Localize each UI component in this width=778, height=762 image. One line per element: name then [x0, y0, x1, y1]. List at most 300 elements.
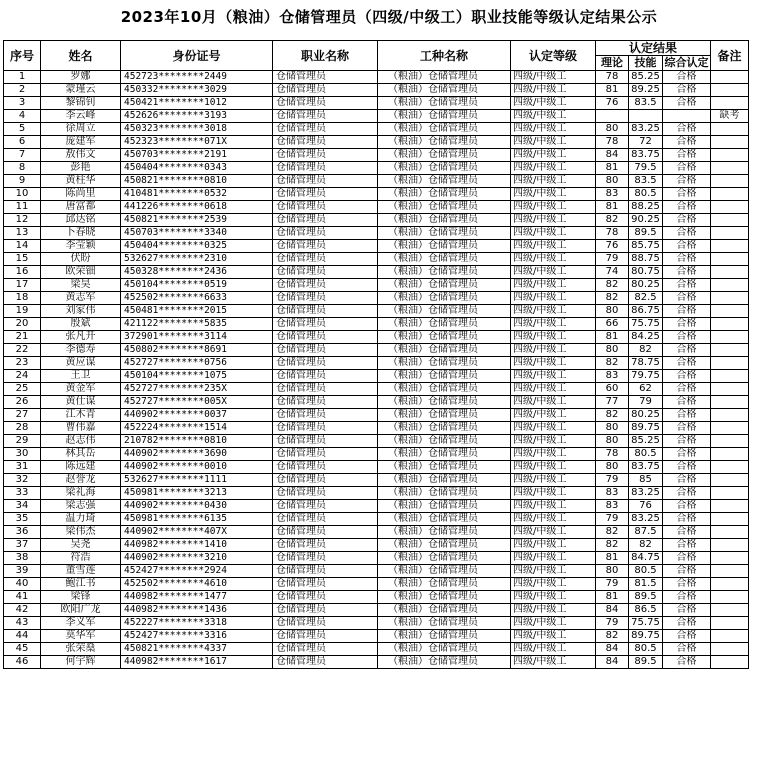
cell-id: 450981********6135 — [121, 513, 273, 526]
cell-remark — [711, 409, 749, 422]
cell-theory: 82 — [596, 292, 629, 305]
cell-skill: 83.75 — [629, 149, 663, 162]
cell-remark — [711, 461, 749, 474]
cell-name: 江木青 — [41, 409, 121, 422]
cell-skill: 88.75 — [629, 253, 663, 266]
cell-name: 梁志强 — [41, 500, 121, 513]
table-row — [4, 357, 749, 370]
table-row — [4, 643, 749, 656]
cell-name: 欧荣钿 — [41, 266, 121, 279]
cell-job: （粮油）仓储管理员 — [378, 409, 511, 422]
table-row — [4, 591, 749, 604]
cell-level: 四级/中级工 — [511, 422, 596, 435]
cell-name: 唐富都 — [41, 201, 121, 214]
cell-skill: 83.25 — [629, 123, 663, 136]
cell-name: 林其岳 — [41, 448, 121, 461]
cell-skill: 79.5 — [629, 162, 663, 175]
cell-theory: 81 — [596, 331, 629, 344]
cell-job: （粮油）仓储管理员 — [378, 643, 511, 656]
cell-name: 陈远建 — [41, 461, 121, 474]
header-overall: 综合认定 — [664, 56, 709, 69]
cell-id: 452626********3193 — [121, 110, 273, 123]
cell-id: 532627********2310 — [121, 253, 273, 266]
cell-id: 450421********1012 — [121, 97, 273, 110]
cell-level: 四级/中级工 — [511, 97, 596, 110]
cell-name: 黄志军 — [41, 292, 121, 305]
cell-skill: 82 — [629, 539, 663, 552]
cell-seq: 45 — [4, 643, 41, 656]
cell-remark — [711, 396, 749, 409]
cell-theory: 77 — [596, 396, 629, 409]
cell-seq: 32 — [4, 474, 41, 487]
cell-job: （粮油）仓储管理员 — [378, 344, 511, 357]
cell-id: 440982********1410 — [121, 539, 273, 552]
table-row — [4, 474, 749, 487]
cell-seq: 8 — [4, 162, 41, 175]
cell-overall: 合格 — [663, 591, 711, 604]
cell-name: 李云峰 — [41, 110, 121, 123]
cell-level: 四级/中级工 — [511, 123, 596, 136]
table-row — [4, 162, 749, 175]
table-row — [4, 448, 749, 461]
cell-seq: 5 — [4, 123, 41, 136]
cell-theory: 78 — [596, 136, 629, 149]
cell-seq: 44 — [4, 630, 41, 643]
cell-overall: 合格 — [663, 149, 711, 162]
cell-id: 450703********3340 — [121, 227, 273, 240]
cell-occupation: 仓储管理员 — [273, 422, 378, 435]
cell-skill: 89.5 — [629, 656, 663, 669]
cell-level: 四级/中级工 — [511, 396, 596, 409]
cell-skill: 76 — [629, 500, 663, 513]
cell-occupation: 仓储管理员 — [273, 175, 378, 188]
cell-job: （粮油）仓储管理员 — [378, 136, 511, 149]
cell-occupation: 仓储管理员 — [273, 461, 378, 474]
cell-job: （粮油）仓储管理员 — [378, 552, 511, 565]
page-title: 2023年10月（粮油）仓储管理员（四级/中级工）职业技能等级认定结果公示 — [120, 8, 658, 26]
cell-skill: 83.75 — [629, 461, 663, 474]
cell-job: （粮油）仓储管理员 — [378, 383, 511, 396]
cell-theory: 79 — [596, 474, 629, 487]
header-seq: 序号 — [4, 41, 41, 71]
cell-seq: 14 — [4, 240, 41, 253]
table-row — [4, 149, 749, 162]
cell-occupation: 仓储管理员 — [273, 162, 378, 175]
cell-id: 452427********2924 — [121, 565, 273, 578]
cell-job: （粮油）仓储管理员 — [378, 292, 511, 305]
cell-job: （粮油）仓储管理员 — [378, 214, 511, 227]
table-row — [4, 630, 749, 643]
table-row — [4, 305, 749, 318]
cell-remark — [711, 539, 749, 552]
cell-level: 四级/中级工 — [511, 474, 596, 487]
cell-job: （粮油）仓储管理员 — [378, 513, 511, 526]
cell-name: 黄柱华 — [41, 175, 121, 188]
cell-theory: 82 — [596, 357, 629, 370]
cell-theory: 79 — [596, 578, 629, 591]
cell-seq: 30 — [4, 448, 41, 461]
cell-occupation: 仓储管理员 — [273, 578, 378, 591]
cell-name: 伏盼 — [41, 253, 121, 266]
cell-remark — [711, 279, 749, 292]
cell-seq: 20 — [4, 318, 41, 331]
cell-overall: 合格 — [663, 552, 711, 565]
cell-overall: 合格 — [663, 227, 711, 240]
cell-id: 452224********1514 — [121, 422, 273, 435]
cell-seq: 27 — [4, 409, 41, 422]
table-row — [4, 539, 749, 552]
cell-occupation: 仓储管理员 — [273, 110, 378, 123]
table-row — [4, 656, 749, 669]
cell-theory: 80 — [596, 123, 629, 136]
cell-job: （粮油）仓储管理员 — [378, 617, 511, 630]
table-row — [4, 578, 749, 591]
cell-skill: 86.5 — [629, 604, 663, 617]
cell-overall: 合格 — [663, 396, 711, 409]
cell-name: 罗娜 — [41, 71, 121, 84]
table-row — [4, 370, 749, 383]
cell-theory: 82 — [596, 214, 629, 227]
cell-skill: 80.5 — [629, 188, 663, 201]
cell-seq: 25 — [4, 383, 41, 396]
cell-name: 邱达铭 — [41, 214, 121, 227]
cell-occupation: 仓储管理员 — [273, 513, 378, 526]
cell-id: 440902********0037 — [121, 409, 273, 422]
table-row — [4, 513, 749, 526]
cell-id: 372901********3114 — [121, 331, 273, 344]
table-row — [4, 461, 749, 474]
cell-seq: 33 — [4, 487, 41, 500]
cell-seq: 24 — [4, 370, 41, 383]
cell-overall: 合格 — [663, 526, 711, 539]
cell-overall: 合格 — [663, 383, 711, 396]
cell-occupation: 仓储管理员 — [273, 123, 378, 136]
cell-theory: 82 — [596, 279, 629, 292]
cell-job: （粮油）仓储管理员 — [378, 357, 511, 370]
cell-overall: 合格 — [663, 370, 711, 383]
cell-level: 四级/中级工 — [511, 630, 596, 643]
cell-occupation: 仓储管理员 — [273, 214, 378, 227]
cell-id: 450481********2015 — [121, 305, 273, 318]
cell-seq: 40 — [4, 578, 41, 591]
cell-overall: 合格 — [663, 292, 711, 305]
table-row — [4, 552, 749, 565]
cell-id: 452427********3316 — [121, 630, 273, 643]
cell-seq: 22 — [4, 344, 41, 357]
cell-level: 四级/中级工 — [511, 344, 596, 357]
cell-skill: 79.75 — [629, 370, 663, 383]
cell-id: 452727********0756 — [121, 357, 273, 370]
cell-job: （粮油）仓储管理员 — [378, 266, 511, 279]
cell-job: （粮油）仓储管理员 — [378, 370, 511, 383]
cell-seq: 38 — [4, 552, 41, 565]
table-row — [4, 344, 749, 357]
cell-job: （粮油）仓储管理员 — [378, 656, 511, 669]
cell-overall: 合格 — [663, 253, 711, 266]
header-theory: 理论 — [596, 56, 629, 71]
cell-job: （粮油）仓储管理员 — [378, 84, 511, 97]
cell-overall: 合格 — [663, 162, 711, 175]
cell-level: 四级/中级工 — [511, 643, 596, 656]
cell-remark — [711, 552, 749, 565]
cell-remark — [711, 175, 749, 188]
cell-occupation: 仓储管理员 — [273, 331, 378, 344]
cell-seq: 21 — [4, 331, 41, 344]
cell-theory: 76 — [596, 97, 629, 110]
cell-level: 四级/中级工 — [511, 487, 596, 500]
cell-level: 四级/中级工 — [511, 565, 596, 578]
cell-skill: 75.75 — [629, 318, 663, 331]
cell-seq: 29 — [4, 435, 41, 448]
cell-name: 温力琦 — [41, 513, 121, 526]
cell-remark — [711, 487, 749, 500]
cell-overall: 合格 — [663, 357, 711, 370]
cell-id: 450104********1075 — [121, 370, 273, 383]
cell-occupation: 仓储管理员 — [273, 448, 378, 461]
cell-seq: 4 — [4, 110, 41, 123]
cell-occupation: 仓储管理员 — [273, 357, 378, 370]
cell-overall: 合格 — [663, 266, 711, 279]
cell-id: 450104********0519 — [121, 279, 273, 292]
cell-job: （粮油）仓储管理员 — [378, 396, 511, 409]
table-row — [4, 331, 749, 344]
cell-job: （粮油）仓储管理员 — [378, 487, 511, 500]
table-row — [4, 214, 749, 227]
cell-seq: 31 — [4, 461, 41, 474]
cell-level: 四级/中级工 — [511, 578, 596, 591]
cell-level: 四级/中级工 — [511, 383, 596, 396]
table-row — [4, 266, 749, 279]
cell-skill: 80.5 — [629, 565, 663, 578]
cell-skill: 80.5 — [629, 448, 663, 461]
cell-skill: 85.75 — [629, 240, 663, 253]
cell-job: （粮油）仓储管理员 — [378, 188, 511, 201]
cell-id: 440982********1617 — [121, 656, 273, 669]
cell-overall: 合格 — [663, 578, 711, 591]
cell-name: 陈尚里 — [41, 188, 121, 201]
cell-remark — [711, 214, 749, 227]
cell-id: 450323********3018 — [121, 123, 273, 136]
table-row — [4, 617, 749, 630]
cell-level: 四级/中级工 — [511, 331, 596, 344]
cell-name: 黎锦钊 — [41, 97, 121, 110]
cell-seq: 6 — [4, 136, 41, 149]
cell-level: 四级/中级工 — [511, 357, 596, 370]
cell-theory: 80 — [596, 344, 629, 357]
cell-remark — [711, 240, 749, 253]
cell-level: 四级/中级工 — [511, 136, 596, 149]
cell-skill: 84.75 — [629, 552, 663, 565]
cell-theory: 79 — [596, 253, 629, 266]
cell-name: 吴尧 — [41, 539, 121, 552]
cell-id: 421122********5835 — [121, 318, 273, 331]
cell-job: （粮油）仓储管理员 — [378, 461, 511, 474]
cell-remark — [711, 435, 749, 448]
cell-overall: 合格 — [663, 318, 711, 331]
cell-occupation: 仓储管理员 — [273, 435, 378, 448]
cell-overall: 合格 — [663, 461, 711, 474]
cell-id: 441226********0618 — [121, 201, 273, 214]
table-row — [4, 175, 749, 188]
cell-theory: 80 — [596, 461, 629, 474]
cell-seq: 16 — [4, 266, 41, 279]
cell-remark — [711, 513, 749, 526]
cell-skill: 83.25 — [629, 487, 663, 500]
cell-name: 梁礼海 — [41, 487, 121, 500]
cell-skill: 82.5 — [629, 292, 663, 305]
cell-remark — [711, 656, 749, 669]
cell-name: 黄仕谋 — [41, 396, 121, 409]
cell-skill: 83.5 — [629, 97, 663, 110]
cell-overall: 合格 — [663, 305, 711, 318]
cell-id: 450981********3213 — [121, 487, 273, 500]
cell-theory: 80 — [596, 422, 629, 435]
cell-name: 刘家伟 — [41, 305, 121, 318]
cell-remark — [711, 188, 749, 201]
cell-remark — [711, 227, 749, 240]
header-occupation: 职业名称 — [273, 41, 378, 71]
cell-id: 440982********1477 — [121, 591, 273, 604]
cell-overall: 合格 — [663, 422, 711, 435]
cell-seq: 28 — [4, 422, 41, 435]
cell-occupation: 仓储管理员 — [273, 253, 378, 266]
cell-seq: 9 — [4, 175, 41, 188]
cell-skill: 79 — [629, 396, 663, 409]
cell-job: （粮油）仓储管理员 — [378, 227, 511, 240]
cell-occupation: 仓储管理员 — [273, 305, 378, 318]
cell-seq: 23 — [4, 357, 41, 370]
cell-seq: 3 — [4, 97, 41, 110]
cell-id: 410481********0532 — [121, 188, 273, 201]
cell-skill: 89.5 — [629, 227, 663, 240]
cell-seq: 13 — [4, 227, 41, 240]
cell-job: （粮油）仓储管理员 — [378, 305, 511, 318]
cell-id: 450821********4337 — [121, 643, 273, 656]
cell-overall: 合格 — [663, 279, 711, 292]
cell-remark — [711, 630, 749, 643]
cell-remark — [711, 357, 749, 370]
cell-name: 梁锋 — [41, 591, 121, 604]
cell-overall: 合格 — [663, 617, 711, 630]
cell-level: 四级/中级工 — [511, 435, 596, 448]
cell-level: 四级/中级工 — [511, 201, 596, 214]
cell-occupation: 仓储管理员 — [273, 539, 378, 552]
cell-level: 四级/中级工 — [511, 188, 596, 201]
cell-theory: 82 — [596, 630, 629, 643]
cell-seq: 39 — [4, 565, 41, 578]
cell-remark — [711, 383, 749, 396]
header-id: 身份证号 — [121, 41, 273, 71]
cell-level: 四级/中级工 — [511, 84, 596, 97]
table-row — [4, 604, 749, 617]
cell-seq: 34 — [4, 500, 41, 513]
cell-theory — [596, 110, 629, 123]
cell-occupation: 仓储管理员 — [273, 344, 378, 357]
cell-theory: 84 — [596, 149, 629, 162]
cell-id: 452502********4610 — [121, 578, 273, 591]
cell-name: 黄应谋 — [41, 357, 121, 370]
cell-remark — [711, 71, 749, 84]
cell-skill: 90.25 — [629, 214, 663, 227]
cell-name: 符浩 — [41, 552, 121, 565]
cell-theory: 60 — [596, 383, 629, 396]
cell-occupation: 仓储管理员 — [273, 188, 378, 201]
cell-seq: 36 — [4, 526, 41, 539]
cell-overall: 合格 — [663, 188, 711, 201]
cell-skill: 80.75 — [629, 266, 663, 279]
table-row — [4, 123, 749, 136]
results-table — [3, 40, 749, 669]
cell-name: 卜春晓 — [41, 227, 121, 240]
cell-level: 四级/中级工 — [511, 617, 596, 630]
cell-occupation: 仓储管理员 — [273, 84, 378, 97]
cell-job: （粮油）仓储管理员 — [378, 539, 511, 552]
cell-seq: 10 — [4, 188, 41, 201]
table-row — [4, 565, 749, 578]
cell-skill: 83.5 — [629, 175, 663, 188]
cell-overall: 合格 — [663, 656, 711, 669]
cell-remark — [711, 643, 749, 656]
cell-seq: 37 — [4, 539, 41, 552]
cell-level: 四级/中级工 — [511, 227, 596, 240]
table-row — [4, 279, 749, 292]
cell-name: 赵誉龙 — [41, 474, 121, 487]
cell-theory: 74 — [596, 266, 629, 279]
cell-skill: 81.5 — [629, 578, 663, 591]
header-remark: 备注 — [711, 41, 749, 71]
cell-seq: 35 — [4, 513, 41, 526]
cell-theory: 81 — [596, 201, 629, 214]
cell-occupation: 仓储管理员 — [273, 604, 378, 617]
cell-job: （粮油）仓储管理员 — [378, 149, 511, 162]
cell-theory: 84 — [596, 604, 629, 617]
cell-skill: 72 — [629, 136, 663, 149]
cell-occupation: 仓储管理员 — [273, 227, 378, 240]
cell-job: （粮油）仓储管理员 — [378, 97, 511, 110]
cell-level: 四级/中级工 — [511, 448, 596, 461]
cell-remark — [711, 474, 749, 487]
cell-seq: 2 — [4, 84, 41, 97]
table-body — [4, 71, 749, 669]
table-row — [4, 188, 749, 201]
cell-job: （粮油）仓储管理员 — [378, 435, 511, 448]
cell-remark — [711, 370, 749, 383]
cell-occupation: 仓储管理员 — [273, 279, 378, 292]
cell-job: （粮油）仓储管理员 — [378, 279, 511, 292]
cell-level: 四级/中级工 — [511, 71, 596, 84]
cell-skill: 89.5 — [629, 591, 663, 604]
cell-job: （粮油）仓储管理员 — [378, 110, 511, 123]
cell-level: 四级/中级工 — [511, 175, 596, 188]
cell-occupation: 仓储管理员 — [273, 643, 378, 656]
cell-level: 四级/中级工 — [511, 526, 596, 539]
cell-remark — [711, 591, 749, 604]
table-row — [4, 97, 749, 110]
cell-name: 张凡开 — [41, 331, 121, 344]
table-row — [4, 318, 749, 331]
header-skill: 技能 — [629, 56, 663, 71]
cell-skill: 80.5 — [629, 643, 663, 656]
cell-occupation: 仓储管理员 — [273, 591, 378, 604]
cell-name: 鲍江书 — [41, 578, 121, 591]
cell-seq: 7 — [4, 149, 41, 162]
cell-overall: 合格 — [663, 500, 711, 513]
cell-theory: 81 — [596, 552, 629, 565]
cell-id: 452727********005X — [121, 396, 273, 409]
cell-id: 440902********3210 — [121, 552, 273, 565]
cell-seq: 42 — [4, 604, 41, 617]
table-row — [4, 84, 749, 97]
